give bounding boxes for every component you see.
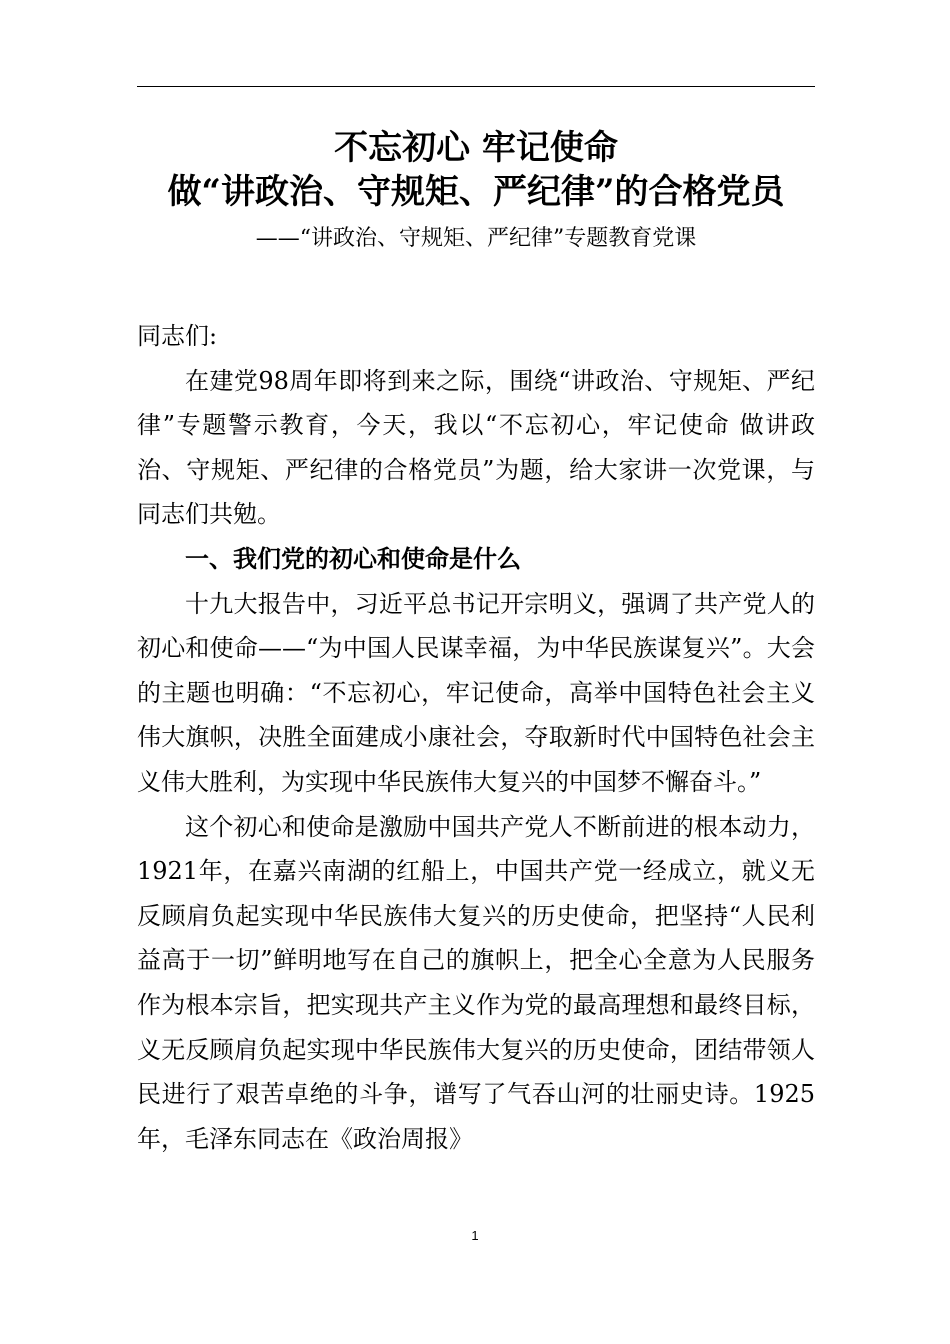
subtitle: ——“讲政治、守规矩、严纪律”专题教育党课 [255, 226, 697, 251]
paragraph-intro: 在建党98周年即将到来之际，围绕“讲政治、守规矩、严纪律”专题警示教育，今天，我以“不忘初心，牢记使命 做讲政治、守规矩、严纪律的合格党员”为题，给大家讲一次党课，与同志们共勉。 [137, 366, 815, 529]
body-text [137, 314, 815, 1161]
paragraph-1: 十九大报告中，习近平总书记开宗明义，强调了共产党人的初心和使命——“为中国人民谋幸福，为中华民族谋复兴”。大会的主题也明确：“不忘初心，牢记使命，高举中国特色社会主义伟大旗帜，决胜全面建成小康社会，夺取新时代中国特色社会主义伟大胜利，为实现中华民族伟大复兴的中国梦不懈奋斗。” [137, 589, 815, 796]
header-rule [137, 86, 815, 87]
paragraph-2: 这个初心和使命是激励中国共产党人不断前进的根本动力，1921年，在嘉兴南湖的红船上，中国共产党一经成立，就义无反顾肩负起实现中华民族伟大复兴的历史使命，把坚持“人民利益高于一切”鲜明地写在自己的旗帜上，把全心全意为人民服务作为根本宗旨，把实现共产主义作为党的最高理想和最终目标，义无反顾肩负起实现中华民族伟大复兴的历史使命，团结带领人民进行了艰苦卓绝的斗争，谱写了气吞山河的壮丽史诗。1925年，毛泽东同志在《政治周报》 [137, 812, 815, 1153]
section-heading-1: 一、我们党的初心和使命是什么 [185, 543, 521, 573]
title-line-1: 不忘初心 牢记使命 [334, 128, 618, 168]
title-line-2: 做“讲政治、守规矩、严纪律”的合格党员 [167, 172, 785, 212]
page-number: 1 [471, 1228, 479, 1243]
salutation: 同志们: [137, 322, 218, 350]
